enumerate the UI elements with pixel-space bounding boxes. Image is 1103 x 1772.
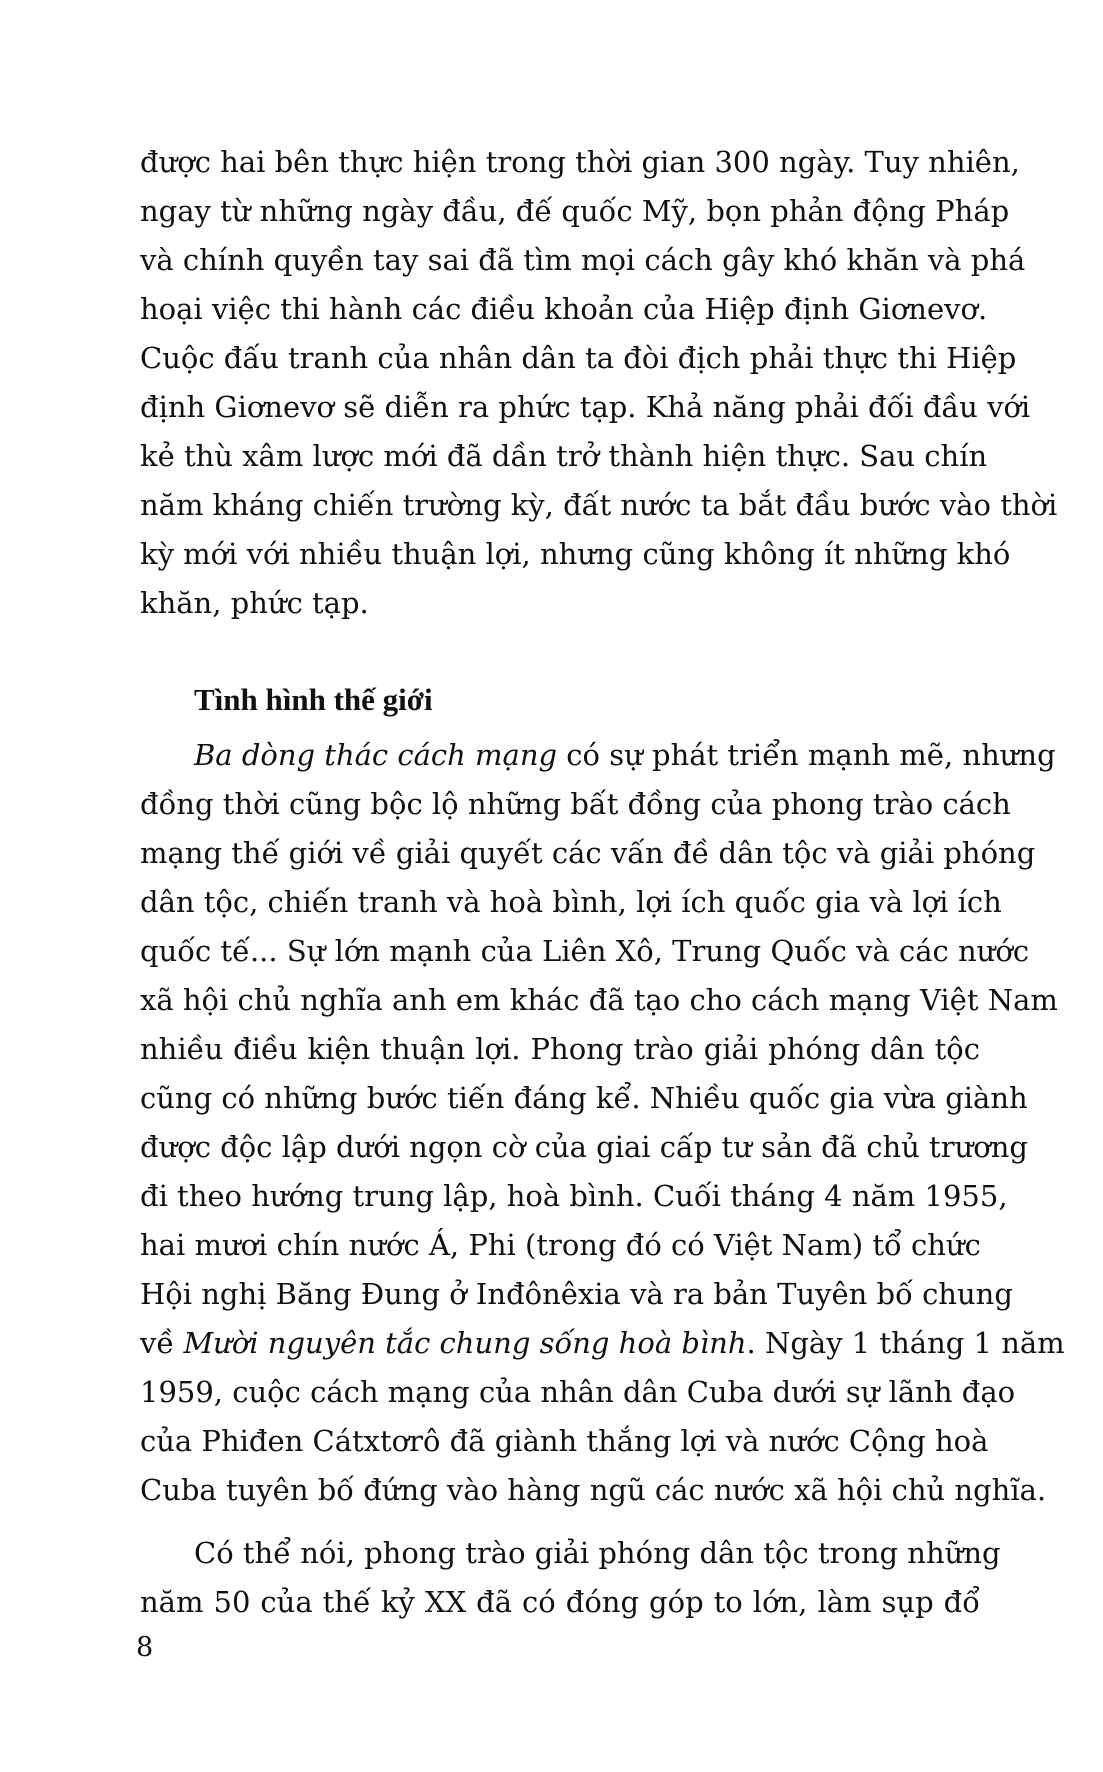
text-line: ngay từ những ngày đầu, đế quốc Mỹ, bọn phản động Pháp <box>140 194 1010 228</box>
text-line: nhiều điều kiện thuận lợi. Phong trào giải phóng dân tộc <box>140 1032 980 1066</box>
text-line: năm kháng chiến trường kỳ, đất nước ta bắt đầu bước vào thời <box>140 488 1058 522</box>
text-line: Cuba tuyên bố đứng vào hàng ngũ các nước xã hội chủ nghĩa. <box>140 1473 1047 1507</box>
text-span: về <box>140 1326 184 1360</box>
text-line: hai mươi chín nước Á, Phi (trong đó có Việt Nam) tổ chức <box>140 1228 981 1262</box>
text-line: Có thể nói, phong trào giải phóng dân tộc trong những <box>194 1536 1001 1570</box>
text-line: định Giơnevơ sẽ diễn ra phức tạp. Khả năng phải đối đầu với <box>140 390 1031 424</box>
text-line: xã hội chủ nghĩa anh em khác đã tạo cho cách mạng Việt Nam <box>140 983 1058 1017</box>
text-line: hoại việc thi hành các điều khoản của Hiệp định Giơnevơ. <box>140 292 988 326</box>
text-line: Cuộc đấu tranh của nhân dân ta đòi địch phải thực thi Hiệp <box>140 341 1017 375</box>
text-span: . Ngày 1 tháng 1 năm <box>746 1326 1065 1360</box>
text-line: 1959, cuộc cách mạng của nhân dân Cuba dưới sự lãnh đạo <box>140 1375 1016 1409</box>
text-line: đồng thời cũng bộc lộ những bất đồng của phong trào cách <box>140 787 1011 821</box>
text-line: kỳ mới với nhiều thuận lợi, nhưng cũng không ít những khó <box>140 537 1011 571</box>
text-line: dân tộc, chiến tranh và hoà bình, lợi ích quốc gia và lợi ích <box>140 885 1002 919</box>
text-line: kẻ thù xâm lược mới đã dần trở thành hiện thực. Sau chín <box>140 439 988 473</box>
text-line: của Phiđen Cátxtơrô đã giành thắng lợi và nước Cộng hoà <box>140 1424 989 1458</box>
text-line: được hai bên thực hiện trong thời gian 300 ngày. Tuy nhiên, <box>140 145 1020 179</box>
text-line <box>140 1321 1065 1365</box>
italic-term: Mười nguyên tắc chung sống hoà bình <box>183 1326 747 1360</box>
text-line: và chính quyền tay sai đã tìm mọi cách gây khó khăn và phá <box>140 243 1026 277</box>
text-line: mạng thế giới về giải quyết các vấn đề dân tộc và giải phóng <box>140 836 1036 870</box>
text-line: đi theo hướng trung lập, hoà bình. Cuối tháng 4 năm 1955, <box>140 1179 1008 1213</box>
text-line <box>194 733 1056 777</box>
text-line: quốc tế... Sự lớn mạnh của Liên Xô, Trung Quốc và các nước <box>140 934 1030 968</box>
text-line: năm 50 của thế kỷ XX đã có đóng góp to lớn, làm sụp đổ <box>140 1585 980 1619</box>
text-line: cũng có những bước tiến đáng kể. Nhiều quốc gia vừa giành <box>140 1081 1028 1115</box>
italic-term: Ba dòng thác cách mạng <box>194 738 558 772</box>
text-span: có sự phát triển mạnh mẽ, nhưng <box>557 738 1056 772</box>
text-line: Hội nghị Băng Đung ở Inđônêxia và ra bản Tuyên bố chung <box>140 1277 1013 1311</box>
text-line: được độc lập dưới ngọn cờ của giai cấp tư sản đã chủ trương <box>140 1130 1028 1164</box>
section-heading: Tình hình thế giới <box>194 682 433 717</box>
page-number: 8 <box>136 1632 154 1663</box>
text-line: khăn, phức tạp. <box>140 586 369 620</box>
